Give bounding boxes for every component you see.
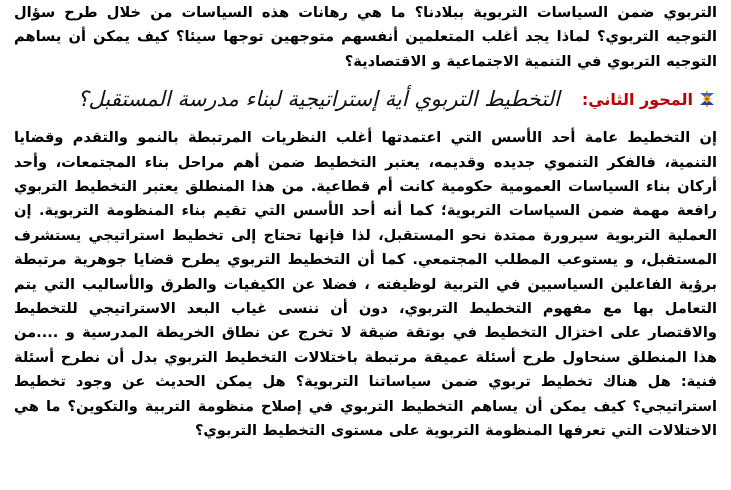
- body-paragraph: إن التخطيط عامة أحد الأسس التي اعتمدتها أغلب النظريات المرتبطة بالنمو والتقدم وقضايا التنمية، فالفكر التنموي جديده وقديمه، يعتبر التخطيط ضمن أهم مراحل بناء المجتمعات، وأحد أركان بناء السياسات العمومية حكومية كانت أم قطاعية. من هذا المنطلق يعتبر التخطيط التربوي رافعة مهمة ضمن السياسات التربوية؛ كما أنه أحد الأسس التي تقيم بناء المنظومة التربوية. إن العملية التربوية سيرورة ممتدة نحو المستقبل، لذا فإنها تحتاج إلى تخطيط استراتيجي يستشرف المستقبل، و يستوعب المطلب المجتمعي. كما أن التخطيط التربوي يطرح قضايا جوهرية مرتبطة برؤية الفاعلين السياسيين في التربية لوظيفته ، فضلا عن الكيفيات والطرق والأساليب التي يتم التعامل بها مع مفهوم التخطيط التربوي، دون أن ننسى غياب البعد الاستراتيجي للتخطيط والاقتصار على اختزال التخطيط في بوتقة ضيقة لا تخرج عن نطاق الخريطة المدرسية و ....من هذا المنطلق سنحاول طرح أسئلة عميقة مرتبطة باختلالات التخطيط التربوي بدل أن نطرح أسئلة فنية: هل هناك تخطيط تربوي ضمن سياساتنا التربوية؟ هل يمكن الحديث عن وجود تخطيط استراتيجي؟ كيف يمكن أن يساهم التخطيط التربوي في إصلاح منظومة التربية والتكوين؟ ما هي الاختلالات التي تعرفها المنظومة التربوية على مستوى التخطيط التربوي؟: [14, 129, 717, 440]
- section-heading: [14, 77, 717, 121]
- intro-paragraph: التربوي ضمن السياسات التربوية ببلادنا؟ ما هي رهانات هذه السياسات من خلال طرح سؤال التوجيه التربوي؟ لماذا يجد أغلب المتعلمين أنفسهم متوجهين توجها سيئا؟ كيف يمكن أن يساهم التوجيه التربوي في التنمية الاجتماعية و الاقتصادية؟: [14, 4, 717, 70]
- section-title: التخطيط التربوي أية إستراتيجية لبناء مدرسة المستقبل؟: [77, 87, 560, 112]
- arrow-bullet-icon: [697, 89, 717, 109]
- section-label: المحور الثاني:: [581, 89, 693, 109]
